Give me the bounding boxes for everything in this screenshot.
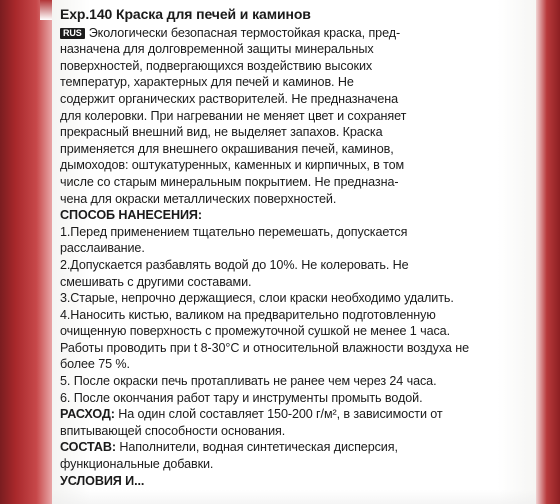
method-line: смешивать с другими составами. <box>60 274 252 289</box>
description-line: для колеровки. При нагревании не меняет цвет и сохраняет <box>60 108 407 123</box>
method-heading: СПОСОБ НАНЕСЕНИЯ: <box>60 208 202 223</box>
conditions-heading: УСЛОВИЯ И... <box>60 473 145 488</box>
composition-line: СОСТАВ: Наполнители, водная синтетическая дисперсия, <box>60 440 398 455</box>
description-line: применяется для внешнего окрашивания печей, каминов, <box>60 141 394 156</box>
description-line: числе со старым минеральным покрытием. Не предназна- <box>60 174 399 189</box>
method-line: 2.Допускается разбавлять водой до 10%. Не колеровать. Не <box>60 257 409 272</box>
method-line: 5. После окраски печь протапливать не ранее чем через 24 часа. <box>60 374 437 389</box>
method-line: более 75 %. <box>60 357 130 372</box>
method-line: очищенную поверхность с промежуточной сушкой не менее 1 часа. <box>60 324 450 339</box>
description-line: чена для окраски металлических поверхностей. <box>60 191 337 206</box>
method-line: Работы проводить при t 8-30°C и относительной влажности воздуха не <box>60 340 469 355</box>
method-line: 3.Старые, непрочно держащиеся, слои краски необходимо удалить. <box>60 291 454 306</box>
description-line: прекрасный внешний вид, не выделяет запахов. Краска <box>60 125 383 140</box>
composition-line: функциональные добавки. <box>60 457 214 472</box>
method-line: 6. После окончания работ тару и инструменты промыть водой. <box>60 390 423 405</box>
description-line: поверхностей, подвергающихся воздействию высоких <box>60 58 373 73</box>
description-line: дымоходов: оштукатуренных, каменных и кирпичных, в том <box>60 158 405 173</box>
description-line: содержит органических растворителей. Не предназначена <box>60 91 399 106</box>
consumption-line: РАСХОД: На один слой составляет 150-200 г/м², в зависимости от <box>60 407 443 422</box>
product-title: Exp.140 Краска для печей и каминов <box>60 6 311 22</box>
can-edge-left <box>0 0 52 504</box>
method-line: расслаивание. <box>60 241 145 256</box>
description-line: температур, характерных для печей и каминов. Не <box>60 75 354 90</box>
consumption-label: РАСХОД: <box>60 407 115 422</box>
description-line: назначена для долговременной защиты минеральных <box>60 42 374 57</box>
bottom-shade <box>52 490 536 504</box>
composition-label: СОСТАВ: <box>60 440 116 455</box>
method-line: 1.Перед применением тщательно перемешать, допускается <box>60 224 408 239</box>
description-line: RUS Экологически безопасная термостойкая краска, пред- <box>60 25 530 42</box>
label-text <box>60 6 530 489</box>
method-line: 4.Наносить кистью, валиком на предварительно подготовленную <box>60 307 436 322</box>
can-edge-right <box>536 0 560 504</box>
consumption-line: впитывающей способности основания. <box>60 423 286 438</box>
language-badge: RUS <box>60 28 85 39</box>
